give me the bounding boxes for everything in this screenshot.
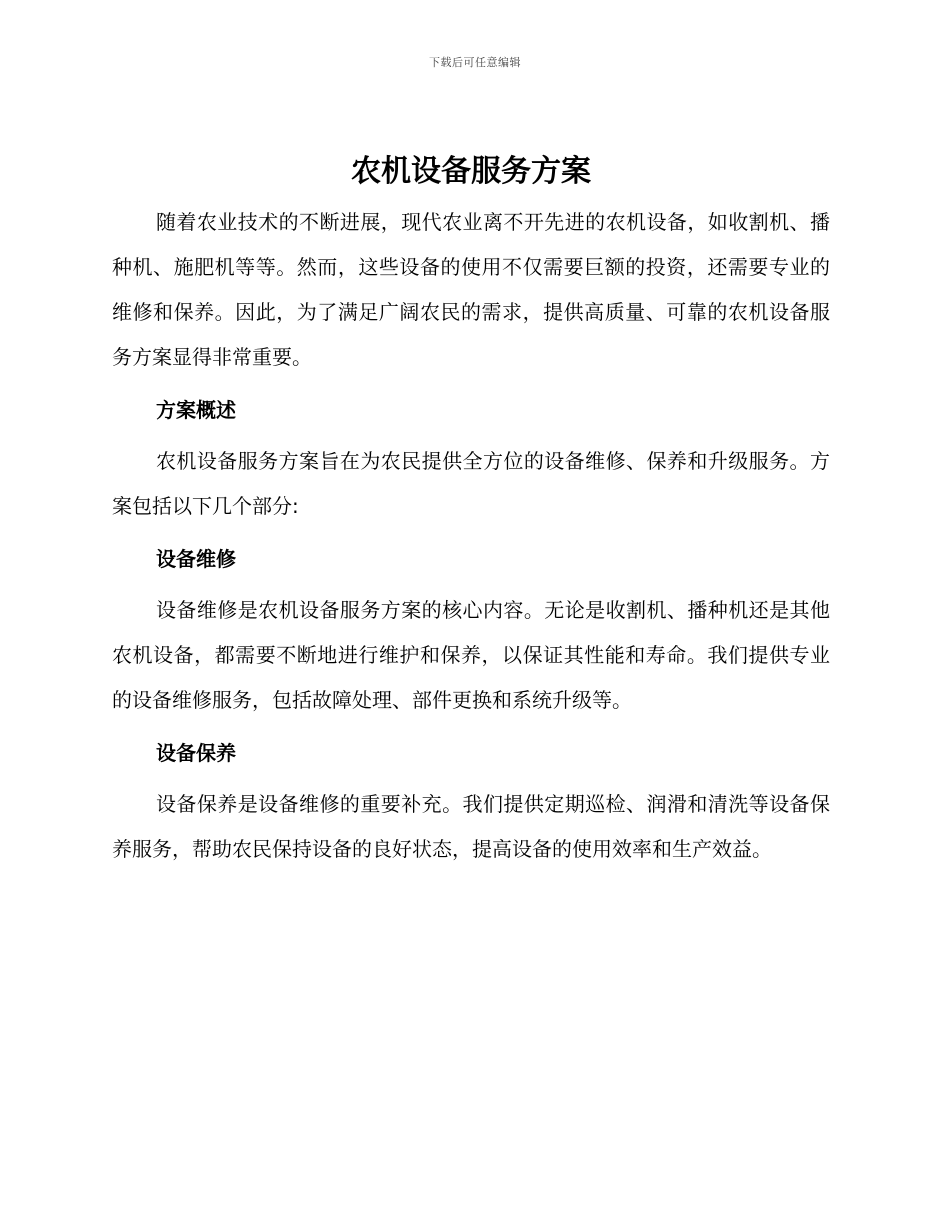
section-body-maintenance: 设备保养是设备维修的重要补充。我们提供定期巡检、润滑和清洗等设备保养服务，帮助农民保持设备的良好状态，提高设备的使用效率和生产效益。 <box>112 792 830 861</box>
section-body-repair: 设备维修是农机设备服务方案的核心内容。无论是收割机、播种机还是其他农机设备，都需要不断地进行维护和保养，以保证其性能和寿命。我们提供专业的设备维修服务，包括故障处理、部件更换和系统升级等。 <box>112 598 830 712</box>
section-heading-maintenance: 设备保养 <box>156 741 236 765</box>
section-heading-overview: 方案概述 <box>156 398 236 422</box>
section-heading-repair: 设备维修 <box>156 547 236 571</box>
intro-paragraph: 随着农业技术的不断进展，现代农业离不开先进的农机设备，如收割机、播种机、施肥机等等。然而，这些设备的使用不仅需要巨额的投资，还需要专业的维修和保养。因此，为了满足广阔农民的需求，提供高质量、可靠的农机设备服务方案显得非常重要。 <box>112 210 830 369</box>
section-body-overview: 农机设备服务方案旨在为农民提供全方位的设备维修、保养和升级服务。方案包括以下几个部分: <box>112 449 830 518</box>
document-title: 农机设备服务方案 <box>351 154 591 189</box>
document-body <box>112 150 830 872</box>
header-note: 下载后可任意编辑 <box>429 56 521 69</box>
